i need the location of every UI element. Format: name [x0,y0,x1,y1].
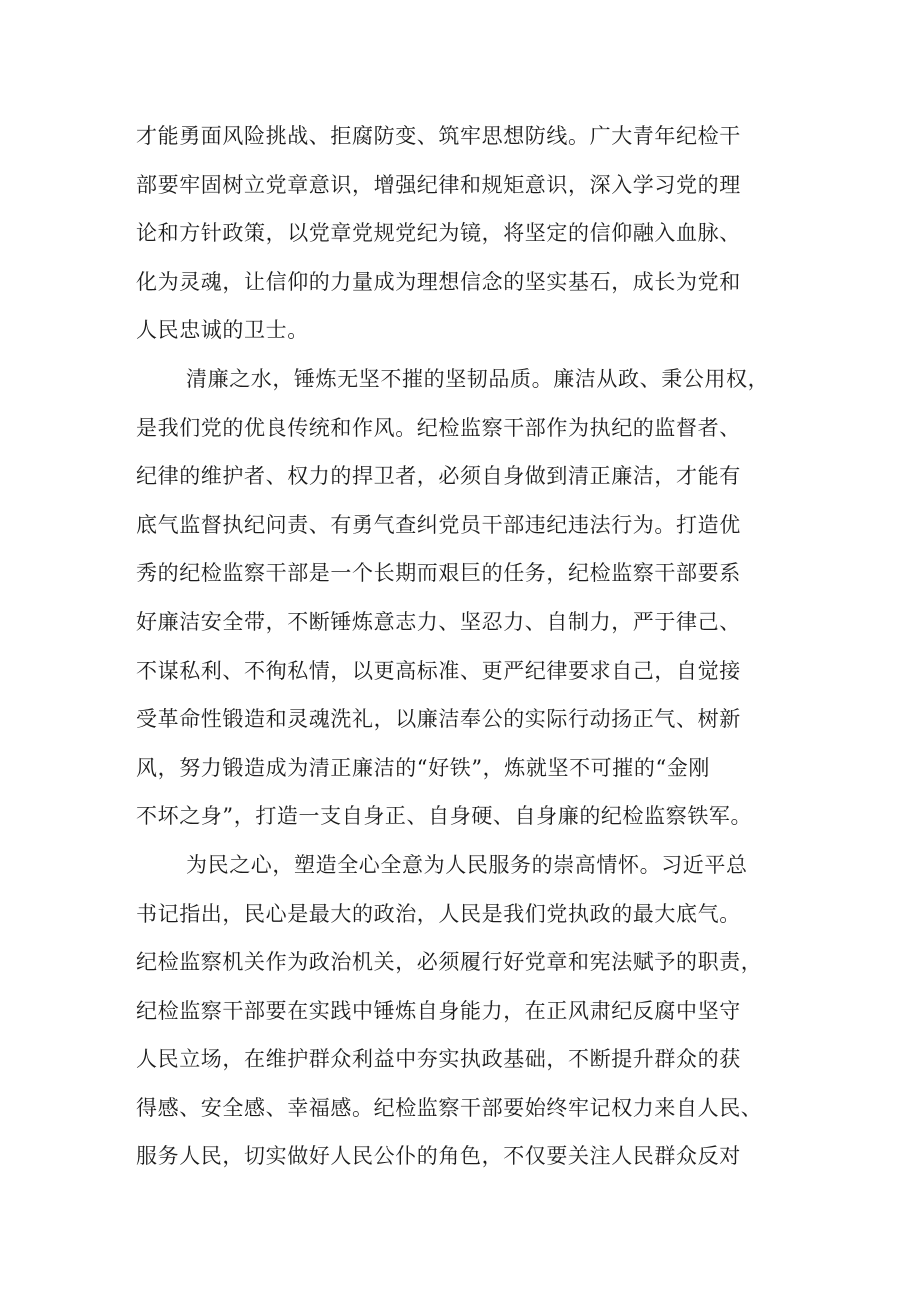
text-line: 好廉洁安全带，不断锤炼意志力、坚忍力、自制力，严于律己、 [136,609,741,634]
text-line: 清廉之水，锤炼无坚不摧的坚韧品质。廉洁从政、秉公用权， [186,366,770,391]
text-line: 化为灵魂，让信仰的力量成为理想信念的坚实基石，成长为党和 [136,269,741,294]
paragraph-1 [136,112,800,355]
paragraph-3 [136,841,800,1181]
text-line: 部要牢固树立党章意识，增强纪律和规矩意识，深入学习党的理 [136,172,741,197]
text-line: 纪检监察机关作为政治机关，必须履行好党章和宪法赋予的职责， [136,950,763,975]
text-line: 书记指出，民心是最大的政治，人民是我们党执政的最大底气。 [136,901,741,926]
text-line: 受革命性锻造和灵魂洗礼，以廉洁奉公的实际行动扬正气、树新 [136,707,741,732]
text-line: 是我们党的优良传统和作风。纪检监察干部作为执纪的监督者、 [136,415,741,440]
text-line: 不谋私利、不徇私情，以更高标准、更严纪律要求自己，自觉接 [136,658,741,683]
text-line: 才能勇面风险挑战、拒腐防变、筑牢思想防线。广大青年纪检干 [136,124,741,148]
text-line: 论和方针政策，以党章党规党纪为镜，将坚定的信仰融入血脉、 [136,221,741,246]
paragraph-2 [136,355,800,841]
text-line: 人民立场，在维护群众利益中夯实执政基础，不断提升群众的获 [136,1047,741,1072]
text-line: 纪检监察干部要在实践中锤炼自身能力，在正风肃纪反腐中坚守 [136,998,741,1023]
body-text [136,112,800,1181]
text-line: 纪律的维护者、权力的捍卫者，必须自身做到清正廉洁，才能有 [136,464,741,489]
text-line: 得感、安全感、幸福感。纪检监察干部要始终牢记权力来自人民、 [136,1095,763,1120]
text-line: 为民之心，塑造全心全意为人民服务的崇高情怀。习近平总 [186,852,748,877]
text-line: 人民忠诚的卫士。 [136,318,309,343]
text-line: 不坏之身”，打造一支自身正、自身硬、自身廉的纪检监察铁军。 [136,804,753,829]
text-line: 秀的纪检监察干部是一个长期而艰巨的任务，纪检监察干部要系 [136,561,741,586]
text-line: 服务人民，切实做好人民公仆的角色，不仅要关注人民群众反对 [136,1144,741,1169]
text-line: 风，努力锻造成为清正廉洁的“好铁”，炼就坚不可摧的“金刚 [136,755,711,780]
text-line: 底气监督执纪问责、有勇气查纠党员干部违纪违法行为。打造优 [136,512,741,537]
